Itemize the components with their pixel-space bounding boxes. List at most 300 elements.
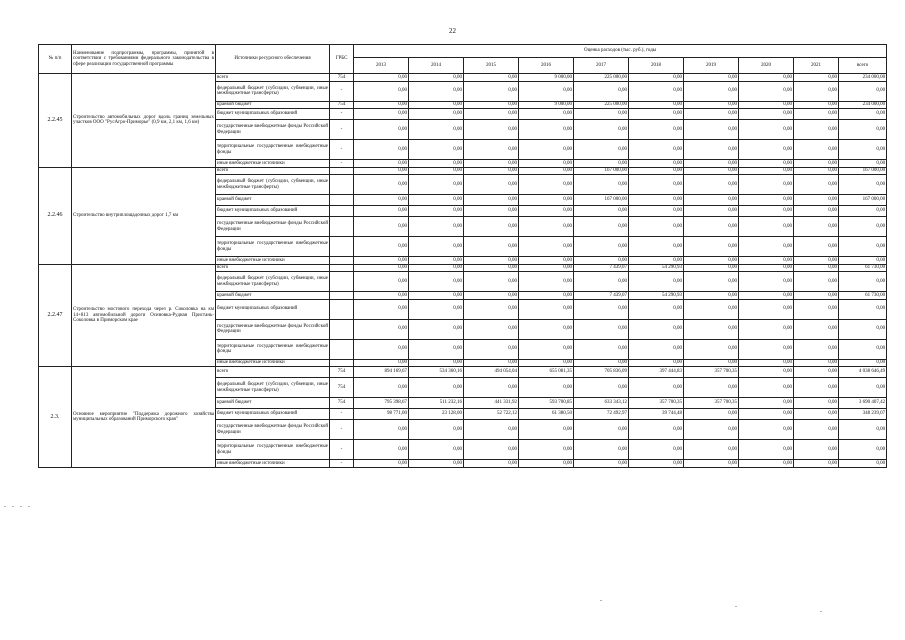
amount-cell: 0,00 bbox=[739, 378, 794, 398]
amount-cell: 0,00 bbox=[354, 74, 409, 82]
amount-cell: 0,00 bbox=[739, 175, 794, 195]
funding-source: государственные внебюджетные фонды Российской Федерации bbox=[216, 120, 330, 140]
amount-cell: 0,00 bbox=[519, 460, 574, 468]
total-cell: 0,00 bbox=[839, 319, 887, 339]
amount-cell: 0,00 bbox=[629, 272, 684, 292]
grbs-code bbox=[330, 167, 354, 175]
amount-cell: 0,00 bbox=[354, 420, 409, 440]
amount-cell: 0,00 bbox=[574, 460, 629, 468]
amount-cell: 0,00 bbox=[464, 264, 519, 272]
funding-source: федеральный бюджет (субсидии, субвенции, иные межбюджетные трансферты) bbox=[216, 378, 330, 398]
amount-cell: 72 492,97 bbox=[574, 409, 629, 420]
funding-source: иные внебюджетные источники bbox=[216, 460, 330, 468]
amount-cell: 705 836,09 bbox=[574, 367, 629, 378]
amount-cell: 795 398,67 bbox=[354, 398, 409, 409]
header-year-2019: 2019 bbox=[684, 58, 739, 74]
amount-cell: 0,00 bbox=[519, 81, 574, 101]
amount-cell: 0,00 bbox=[519, 272, 574, 292]
amount-cell: 0,00 bbox=[794, 195, 839, 206]
amount-cell: 0,00 bbox=[464, 217, 519, 237]
amount-cell: 0,00 bbox=[739, 206, 794, 217]
total-cell: 61 730,00 bbox=[839, 292, 887, 300]
header-year-2013: 2013 bbox=[354, 58, 409, 74]
total-cell: 234 000,00 bbox=[839, 74, 887, 82]
funding-source: территориальные государственные внебюджетные фонды bbox=[216, 339, 330, 359]
total-cell: 0,00 bbox=[839, 440, 887, 460]
amount-cell: 0,00 bbox=[409, 378, 464, 398]
table-row bbox=[39, 167, 887, 175]
scan-speck bbox=[20, 506, 22, 507]
amount-cell: 0,00 bbox=[574, 440, 629, 460]
amount-cell: 0,00 bbox=[629, 74, 684, 82]
amount-cell: 0,00 bbox=[519, 120, 574, 140]
amount-cell: 225 000,00 bbox=[574, 74, 629, 82]
amount-cell: 441 331,92 bbox=[464, 398, 519, 409]
amount-cell: 0,00 bbox=[354, 101, 409, 109]
amount-cell: 23 128,00 bbox=[409, 409, 464, 420]
total-cell: 0,00 bbox=[839, 160, 887, 168]
amount-cell: 0,00 bbox=[629, 299, 684, 319]
funding-source: бюджет муниципальных образований bbox=[216, 206, 330, 217]
amount-cell: 397 444,83 bbox=[629, 367, 684, 378]
amount-cell: 0,00 bbox=[629, 420, 684, 440]
amount-cell: 0,00 bbox=[354, 217, 409, 237]
amount-cell: 0,00 bbox=[574, 257, 629, 265]
amount-cell: 0,00 bbox=[629, 195, 684, 206]
page-number: 22 bbox=[449, 27, 456, 35]
amount-cell: 0,00 bbox=[739, 440, 794, 460]
amount-cell: 0,00 bbox=[354, 175, 409, 195]
amount-cell: 0,00 bbox=[464, 175, 519, 195]
amount-cell: 0,00 bbox=[739, 74, 794, 82]
grbs-code: 754 bbox=[330, 398, 354, 409]
amount-cell: 0,00 bbox=[354, 339, 409, 359]
amount-cell: 0,00 bbox=[519, 257, 574, 265]
amount-cell: 0,00 bbox=[464, 120, 519, 140]
grbs-code bbox=[330, 206, 354, 217]
amount-cell: 0,00 bbox=[574, 319, 629, 339]
amount-cell: 0,00 bbox=[629, 81, 684, 101]
amount-cell: 0,00 bbox=[794, 160, 839, 168]
amount-cell: 0,00 bbox=[354, 378, 409, 398]
total-cell: 0,00 bbox=[839, 120, 887, 140]
amount-cell: 0,00 bbox=[464, 299, 519, 319]
amount-cell: 0,00 bbox=[684, 140, 739, 160]
amount-cell: 0,00 bbox=[574, 109, 629, 120]
funding-source: государственные внебюджетные фонды Российской Федерации bbox=[216, 319, 330, 339]
amount-cell: 0,00 bbox=[464, 359, 519, 367]
amount-cell: 0,00 bbox=[464, 195, 519, 206]
amount-cell: 0,00 bbox=[794, 440, 839, 460]
total-cell: 0,00 bbox=[839, 339, 887, 359]
amount-cell: 0,00 bbox=[629, 440, 684, 460]
amount-cell: 0,00 bbox=[739, 140, 794, 160]
amount-cell: 0,00 bbox=[409, 140, 464, 160]
total-cell: 0,00 bbox=[839, 206, 887, 217]
grbs-code bbox=[330, 299, 354, 319]
grbs-code bbox=[330, 195, 354, 206]
amount-cell: 0,00 bbox=[794, 140, 839, 160]
amount-cell: 0,00 bbox=[519, 160, 574, 168]
amount-cell: 0,00 bbox=[519, 264, 574, 272]
amount-cell: 0,00 bbox=[794, 120, 839, 140]
funding-source: бюджет муниципальных образований bbox=[216, 409, 330, 420]
grbs-code bbox=[330, 272, 354, 292]
scan-speck bbox=[600, 600, 602, 601]
amount-cell: 0,00 bbox=[574, 120, 629, 140]
amount-cell: 0,00 bbox=[794, 378, 839, 398]
amount-cell: 0,00 bbox=[794, 257, 839, 265]
amount-cell: 0,00 bbox=[739, 264, 794, 272]
amount-cell: 54 290,93 bbox=[629, 292, 684, 300]
header-year-2016: 2016 bbox=[519, 58, 574, 74]
item-name: Основное мероприятие "Поддержка дорожного хозяйства муниципальных образований Приморского края" bbox=[72, 367, 216, 468]
amount-cell: 0,00 bbox=[464, 272, 519, 292]
amount-cell: 0,00 bbox=[464, 140, 519, 160]
amount-cell: 0,00 bbox=[794, 319, 839, 339]
amount-cell: 0,00 bbox=[684, 175, 739, 195]
amount-cell: 0,00 bbox=[574, 272, 629, 292]
amount-cell: 7 439,07 bbox=[574, 292, 629, 300]
amount-cell: 0,00 bbox=[629, 167, 684, 175]
amount-cell: 0,00 bbox=[574, 378, 629, 398]
amount-cell: 0,00 bbox=[739, 367, 794, 378]
amount-cell: 0,00 bbox=[574, 140, 629, 160]
amount-cell: 0,00 bbox=[519, 359, 574, 367]
amount-cell: 0,00 bbox=[739, 272, 794, 292]
amount-cell: 0,00 bbox=[629, 237, 684, 257]
amount-cell: 0,00 bbox=[574, 160, 629, 168]
table-body bbox=[39, 74, 887, 468]
amount-cell: 0,00 bbox=[794, 460, 839, 468]
header-year-2021: 2021 bbox=[794, 58, 839, 74]
amount-cell: 0,00 bbox=[629, 101, 684, 109]
grbs-code: - bbox=[330, 440, 354, 460]
amount-cell: 0,00 bbox=[354, 206, 409, 217]
grbs-code: - bbox=[330, 140, 354, 160]
amount-cell: 0,00 bbox=[794, 237, 839, 257]
amount-cell: 0,00 bbox=[794, 292, 839, 300]
amount-cell: 0,00 bbox=[794, 367, 839, 378]
scan-speck bbox=[735, 606, 737, 607]
total-cell: 0,00 bbox=[839, 378, 887, 398]
amount-cell: 0,00 bbox=[354, 319, 409, 339]
amount-cell: 0,00 bbox=[739, 409, 794, 420]
amount-cell: 7 439,07 bbox=[574, 264, 629, 272]
funding-source: краевой бюджет bbox=[216, 195, 330, 206]
funding-source: государственные внебюджетные фонды Российской Федерации bbox=[216, 217, 330, 237]
grbs-code: 754 bbox=[330, 378, 354, 398]
amount-cell: 0,00 bbox=[574, 299, 629, 319]
amount-cell: 0,00 bbox=[629, 460, 684, 468]
amount-cell: 0,00 bbox=[409, 420, 464, 440]
header-estimate: Оценка расходов (тыс. руб.), годы bbox=[354, 45, 887, 58]
amount-cell: 0,00 bbox=[519, 319, 574, 339]
amount-cell: 0,00 bbox=[464, 440, 519, 460]
amount-cell: 0,00 bbox=[409, 264, 464, 272]
amount-cell: 0,00 bbox=[409, 160, 464, 168]
funding-source: бюджет муниципальных образований bbox=[216, 299, 330, 319]
amount-cell: 0,00 bbox=[354, 120, 409, 140]
amount-cell: 225 000,00 bbox=[574, 101, 629, 109]
amount-cell: 0,00 bbox=[684, 409, 739, 420]
amount-cell: 0,00 bbox=[629, 120, 684, 140]
amount-cell: 0,00 bbox=[409, 359, 464, 367]
amount-cell: 0,00 bbox=[409, 257, 464, 265]
amount-cell: 0,00 bbox=[684, 339, 739, 359]
amount-cell: 633 343,12 bbox=[574, 398, 629, 409]
amount-cell: 0,00 bbox=[684, 420, 739, 440]
amount-cell: 0,00 bbox=[409, 167, 464, 175]
funding-source: территориальные государственные внебюджетные фонды bbox=[216, 140, 330, 160]
amount-cell: 655 081,35 bbox=[519, 367, 574, 378]
amount-cell: 0,00 bbox=[409, 292, 464, 300]
amount-cell: 0,00 bbox=[409, 440, 464, 460]
total-cell: 167 000,00 bbox=[839, 195, 887, 206]
amount-cell: 0,00 bbox=[739, 257, 794, 265]
amount-cell: 0,00 bbox=[684, 257, 739, 265]
table-header bbox=[39, 45, 887, 74]
amount-cell: 0,00 bbox=[519, 175, 574, 195]
amount-cell: 0,00 bbox=[684, 237, 739, 257]
scan-speck bbox=[12, 506, 14, 507]
amount-cell: 0,00 bbox=[519, 378, 574, 398]
amount-cell: 0,00 bbox=[794, 272, 839, 292]
amount-cell: 0,00 bbox=[739, 120, 794, 140]
grbs-code: - bbox=[330, 409, 354, 420]
total-cell: 0,00 bbox=[839, 217, 887, 237]
amount-cell: 167 000,00 bbox=[574, 167, 629, 175]
amount-cell: 0,00 bbox=[354, 81, 409, 101]
total-cell: 61 730,00 bbox=[839, 264, 887, 272]
amount-cell: 0,00 bbox=[354, 167, 409, 175]
header-no: № п/п bbox=[39, 45, 72, 74]
amount-cell: 0,00 bbox=[409, 206, 464, 217]
total-cell: 3 690 407,42 bbox=[839, 398, 887, 409]
item-code: 2.2.46 bbox=[39, 167, 72, 264]
total-cell: 348 239,07 bbox=[839, 409, 887, 420]
amount-cell: 9 000,00 bbox=[519, 101, 574, 109]
amount-cell: 0,00 bbox=[409, 74, 464, 82]
amount-cell: 0,00 bbox=[684, 120, 739, 140]
amount-cell: 0,00 bbox=[684, 101, 739, 109]
item-code: 2.2.45 bbox=[39, 74, 72, 168]
funding-source: федеральный бюджет (субсидии, субвенции, иные межбюджетные трансферты) bbox=[216, 81, 330, 101]
amount-cell: 0,00 bbox=[629, 319, 684, 339]
amount-cell: 0,00 bbox=[409, 460, 464, 468]
amount-cell: 0,00 bbox=[409, 272, 464, 292]
amount-cell: 0,00 bbox=[409, 339, 464, 359]
grbs-code: 754 bbox=[330, 101, 354, 109]
item-name: Строительство автомобильных дорог вдоль границ земельных участков ООО "РусАгро-Приморье" (0,9 км, 2,1 км, 1,6 км) bbox=[72, 74, 216, 168]
amount-cell: 0,00 bbox=[354, 109, 409, 120]
header-year-2014: 2014 bbox=[409, 58, 464, 74]
amount-cell: 0,00 bbox=[794, 167, 839, 175]
amount-cell: 0,00 bbox=[739, 299, 794, 319]
amount-cell: 0,00 bbox=[794, 339, 839, 359]
amount-cell: 0,00 bbox=[409, 299, 464, 319]
amount-cell: 593 700,85 bbox=[519, 398, 574, 409]
amount-cell: 0,00 bbox=[794, 175, 839, 195]
amount-cell: 0,00 bbox=[684, 195, 739, 206]
total-cell: 0,00 bbox=[839, 460, 887, 468]
funding-source: всего bbox=[216, 74, 330, 82]
amount-cell: 0,00 bbox=[739, 109, 794, 120]
header-year-total: всего bbox=[839, 58, 887, 74]
total-cell: 0,00 bbox=[839, 237, 887, 257]
funding-source: всего bbox=[216, 264, 330, 272]
amount-cell: 0,00 bbox=[409, 101, 464, 109]
item-name: Строительство мостового перехода через р. Соколовка на км 14+813 автомобильной дороги Осиновка-Рудная Пристань-Соколовка в Приморском крае bbox=[72, 264, 216, 367]
funding-source: краевой бюджет bbox=[216, 101, 330, 109]
grbs-code bbox=[330, 264, 354, 272]
amount-cell: 0,00 bbox=[739, 101, 794, 109]
funding-source: федеральный бюджет (субсидии, субвенции, иные межбюджетные трансферты) bbox=[216, 272, 330, 292]
funding-source: государственные внебюджетные фонды Российской Федерации bbox=[216, 420, 330, 440]
amount-cell: 0,00 bbox=[629, 140, 684, 160]
amount-cell: 0,00 bbox=[464, 257, 519, 265]
total-cell: 0,00 bbox=[839, 257, 887, 265]
amount-cell: 0,00 bbox=[574, 175, 629, 195]
amount-cell: 0,00 bbox=[519, 195, 574, 206]
amount-cell: 0,00 bbox=[629, 378, 684, 398]
amount-cell: 0,00 bbox=[409, 319, 464, 339]
amount-cell: 0,00 bbox=[354, 257, 409, 265]
header-year-2017: 2017 bbox=[574, 58, 629, 74]
amount-cell: 0,00 bbox=[684, 109, 739, 120]
funding-source: всего bbox=[216, 167, 330, 175]
header-grbs: ГРБС bbox=[330, 45, 354, 74]
amount-cell: 0,00 bbox=[409, 217, 464, 237]
amount-cell: 0,00 bbox=[464, 109, 519, 120]
grbs-code: - bbox=[330, 460, 354, 468]
amount-cell: 0,00 bbox=[684, 264, 739, 272]
amount-cell: 0,00 bbox=[519, 206, 574, 217]
amount-cell: 0,00 bbox=[684, 299, 739, 319]
amount-cell: 0,00 bbox=[574, 339, 629, 359]
amount-cell: 0,00 bbox=[519, 217, 574, 237]
amount-cell: 0,00 bbox=[519, 237, 574, 257]
table-row bbox=[39, 367, 887, 378]
amount-cell: 0,00 bbox=[519, 292, 574, 300]
amount-cell: 0,00 bbox=[794, 101, 839, 109]
header-year-2020: 2020 bbox=[739, 58, 794, 74]
amount-cell: 0,00 bbox=[794, 420, 839, 440]
funding-source: иные внебюджетные источники bbox=[216, 359, 330, 367]
amount-cell: 0,00 bbox=[739, 195, 794, 206]
header-year-2018: 2018 bbox=[629, 58, 684, 74]
amount-cell: 0,00 bbox=[519, 440, 574, 460]
total-cell: 0,00 bbox=[839, 140, 887, 160]
funding-source: краевой бюджет bbox=[216, 398, 330, 409]
grbs-code bbox=[330, 359, 354, 367]
amount-cell: 0,00 bbox=[739, 420, 794, 440]
amount-cell: 0,00 bbox=[739, 292, 794, 300]
amount-cell: 0,00 bbox=[794, 81, 839, 101]
amount-cell: 0,00 bbox=[464, 206, 519, 217]
amount-cell: 0,00 bbox=[519, 140, 574, 160]
amount-cell: 0,00 bbox=[354, 264, 409, 272]
amount-cell: 0,00 bbox=[409, 120, 464, 140]
total-cell: 0,00 bbox=[839, 81, 887, 101]
amount-cell: 0,00 bbox=[684, 440, 739, 460]
total-cell: 167 000,00 bbox=[839, 167, 887, 175]
amount-cell: 54 290,93 bbox=[629, 264, 684, 272]
amount-cell: 357 700,35 bbox=[684, 398, 739, 409]
grbs-code: 754 bbox=[330, 74, 354, 82]
amount-cell: 0,00 bbox=[794, 206, 839, 217]
amount-cell: 0,00 bbox=[574, 359, 629, 367]
amount-cell: 0,00 bbox=[629, 339, 684, 359]
amount-cell: 0,00 bbox=[629, 109, 684, 120]
amount-cell: 0,00 bbox=[464, 101, 519, 109]
amount-cell: 0,00 bbox=[739, 339, 794, 359]
amount-cell: 0,00 bbox=[739, 460, 794, 468]
amount-cell: 0,00 bbox=[629, 217, 684, 237]
amount-cell: 0,00 bbox=[739, 81, 794, 101]
amount-cell: 0,00 bbox=[354, 237, 409, 257]
item-code: 2.2.47 bbox=[39, 264, 72, 367]
budget-table bbox=[38, 44, 887, 468]
amount-cell: 0,00 bbox=[684, 81, 739, 101]
amount-cell: 0,00 bbox=[354, 292, 409, 300]
grbs-code: 754 bbox=[330, 367, 354, 378]
amount-cell: 0,00 bbox=[354, 460, 409, 468]
amount-cell: 0,00 bbox=[684, 206, 739, 217]
grbs-code: - bbox=[330, 160, 354, 168]
amount-cell: 0,00 bbox=[739, 160, 794, 168]
funding-source: иные внебюджетные источники bbox=[216, 257, 330, 265]
amount-cell: 0,00 bbox=[464, 160, 519, 168]
amount-cell: 0,00 bbox=[464, 167, 519, 175]
amount-cell: 0,00 bbox=[684, 292, 739, 300]
amount-cell: 61 380,50 bbox=[519, 409, 574, 420]
header-year-2015: 2015 bbox=[464, 58, 519, 74]
amount-cell: 0,00 bbox=[574, 206, 629, 217]
total-cell: 234 000,00 bbox=[839, 101, 887, 109]
amount-cell: 0,00 bbox=[794, 109, 839, 120]
amount-cell: 0,00 bbox=[464, 237, 519, 257]
amount-cell: 511 232,16 bbox=[409, 398, 464, 409]
amount-cell: 39 744,48 bbox=[629, 409, 684, 420]
amount-cell: 0,00 bbox=[574, 420, 629, 440]
amount-cell: 0,00 bbox=[574, 217, 629, 237]
amount-cell: 0,00 bbox=[629, 206, 684, 217]
amount-cell: 0,00 bbox=[684, 160, 739, 168]
amount-cell: 0,00 bbox=[684, 378, 739, 398]
amount-cell: 0,00 bbox=[684, 359, 739, 367]
amount-cell: 357 700,35 bbox=[629, 398, 684, 409]
amount-cell: 0,00 bbox=[354, 160, 409, 168]
amount-cell: 494 054,04 bbox=[464, 367, 519, 378]
item-code: 2.3. bbox=[39, 367, 72, 468]
funding-source: федеральный бюджет (субсидии, субвенции, иные межбюджетные трансферты) bbox=[216, 175, 330, 195]
scan-speck bbox=[820, 611, 822, 612]
grbs-code bbox=[330, 319, 354, 339]
header-source: Источники ресурсного обеспечения bbox=[216, 45, 330, 74]
funding-source: территориальные государственные внебюджетные фонды bbox=[216, 237, 330, 257]
amount-cell: 0,00 bbox=[629, 175, 684, 195]
amount-cell: 0,00 bbox=[519, 109, 574, 120]
amount-cell: 0,00 bbox=[354, 140, 409, 160]
grbs-code bbox=[330, 292, 354, 300]
header-name: Наименование подпрограммы, программы, принятой в соответствии с требованиями федерального законодательства в сфере реализации государственной программы bbox=[72, 45, 216, 74]
funding-source: всего bbox=[216, 367, 330, 378]
amount-cell: 0,00 bbox=[794, 217, 839, 237]
amount-cell: 0,00 bbox=[409, 237, 464, 257]
total-cell: 4 038 646,49 bbox=[839, 367, 887, 378]
total-cell: 0,00 bbox=[839, 359, 887, 367]
